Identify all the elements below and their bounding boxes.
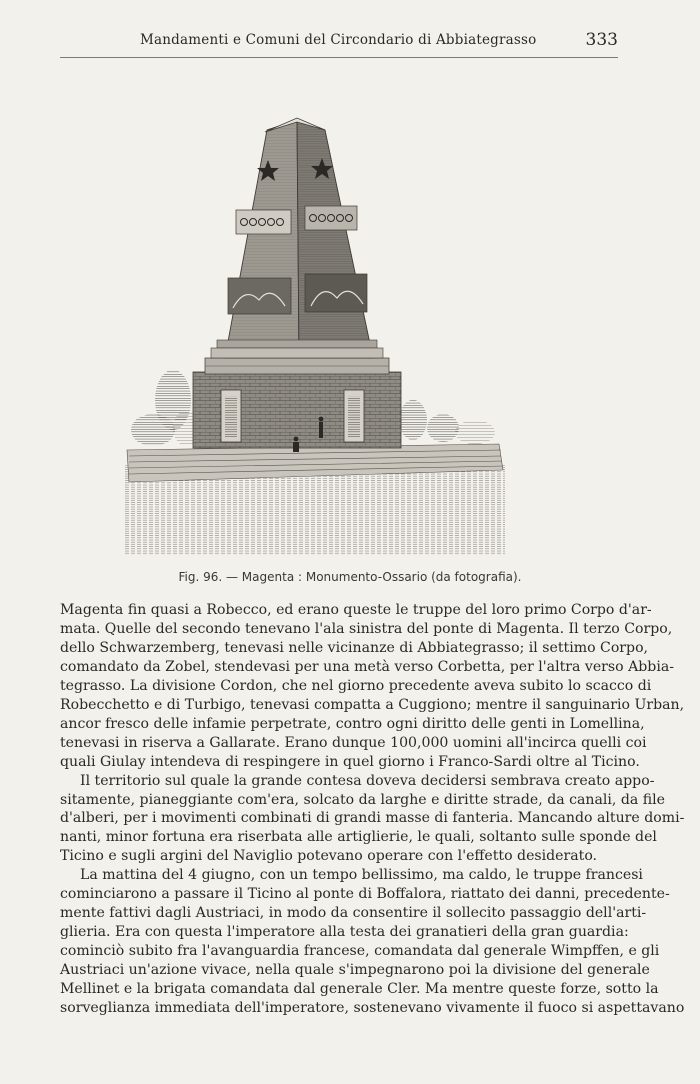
text-line: tegrasso. La divisione Cordon, che nel giorno precedente aveva subito lo scacco di xyxy=(60,677,652,694)
text-line: Ticino e sugli argini del Naviglio potevano operare con l'effetto desiderato. xyxy=(60,848,598,865)
text-line: Robecchetto e di Turbigo, tenevasi compatta a Cuggiono; mentre il sanguinario Urban, xyxy=(60,696,685,713)
figure-caption: Fig. 96. — Magenta : Monumento-Ossario (da fotografia). xyxy=(178,570,522,584)
text-line: La mattina del 4 giugno, con un tempo bellissimo, ma caldo, le truppe francesi xyxy=(80,867,643,884)
monument-engraving xyxy=(125,110,505,560)
text-line: nanti, minor fortuna era riserbata alle artiglierie, le quali, soltanto sulle sponde del xyxy=(60,829,657,846)
text-line: cominciò subito fra l'avanguardia francese, comandata dal generale Wimpffen, e gli xyxy=(60,943,660,960)
text-line: Magenta fin quasi a Robecco, ed erano queste le truppe del loro primo Corpo d'ar- xyxy=(60,602,652,618)
text-line: quali Giulay intendeva di respingere in quel giorno i Franco-Sardi oltre al Ticino. xyxy=(60,753,640,770)
text-line: mente fattivi dagli Austriaci, in modo da consentire il sollecito passaggio dell'arti- xyxy=(60,905,647,922)
text-line: Mellinet e la brigata comandata dal generale Cler. Ma mentre queste forze, sotto la xyxy=(60,981,659,998)
monument-base xyxy=(193,358,401,448)
text-line: ancor fresco delle infamie perpetrate, contro ogni diritto delle genti in Lomellina, xyxy=(60,715,645,732)
trees-left xyxy=(131,370,201,446)
paragraph-1 xyxy=(60,601,685,772)
trees-right xyxy=(399,400,495,444)
text-line: sitamente, pianeggiante com'era, solcato da larghe e diritte strade, da canali, da file xyxy=(60,791,666,808)
text-line: comandato da Zobel, stendevasi per una metà verso Corbetta, per l'altra verso Abbia- xyxy=(60,658,675,675)
text-line: cominciarono a passare il Ticino al ponte di Boffalora, riattato dei danni, precedente- xyxy=(60,886,670,903)
text-line: dello Schwarzemberg, tenevasi nelle vicinanze di Abbiategrasso; il settimo Corpo, xyxy=(60,639,649,656)
running-header xyxy=(60,30,620,54)
text-line: sorveglianza immediata dell'imperatore, sostenevano vivamente il fuoco si aspettavano xyxy=(60,1000,685,1017)
text-line: tenevasi in riserva a Gallarate. Erano dunque 100,000 uomini all'incirca quelli coi xyxy=(60,734,647,751)
page-number: 333 xyxy=(585,30,618,50)
monument-obelisk xyxy=(211,118,383,358)
running-title: Mandamenti e Comuni del Circondario di Abbiategrasso xyxy=(140,32,537,48)
text-line: Il territorio sul quale la grande contesa doveva decidersi sembrava creato appo- xyxy=(80,772,655,789)
text-line: Austriaci un'azione vivace, nella quale s'impegnarono poi la divisione del generale xyxy=(60,962,650,979)
body-text xyxy=(60,601,685,1018)
text-line: mata. Quelle del secondo tenevano l'ala sinistra del ponte di Magenta. Il terzo Corpo, xyxy=(60,620,673,637)
figure-monument-illustration xyxy=(125,110,505,560)
text-line: d'alberi, per i movimenti combinati di grandi masse di fanteria. Mancando alture domi- xyxy=(60,810,685,827)
paragraph-3 xyxy=(60,866,685,1018)
paragraph-2 xyxy=(60,772,685,867)
header-rule xyxy=(60,57,618,58)
text-line: glieria. Era con questa l'imperatore alla testa dei granatieri della gran guardia: xyxy=(60,924,629,941)
